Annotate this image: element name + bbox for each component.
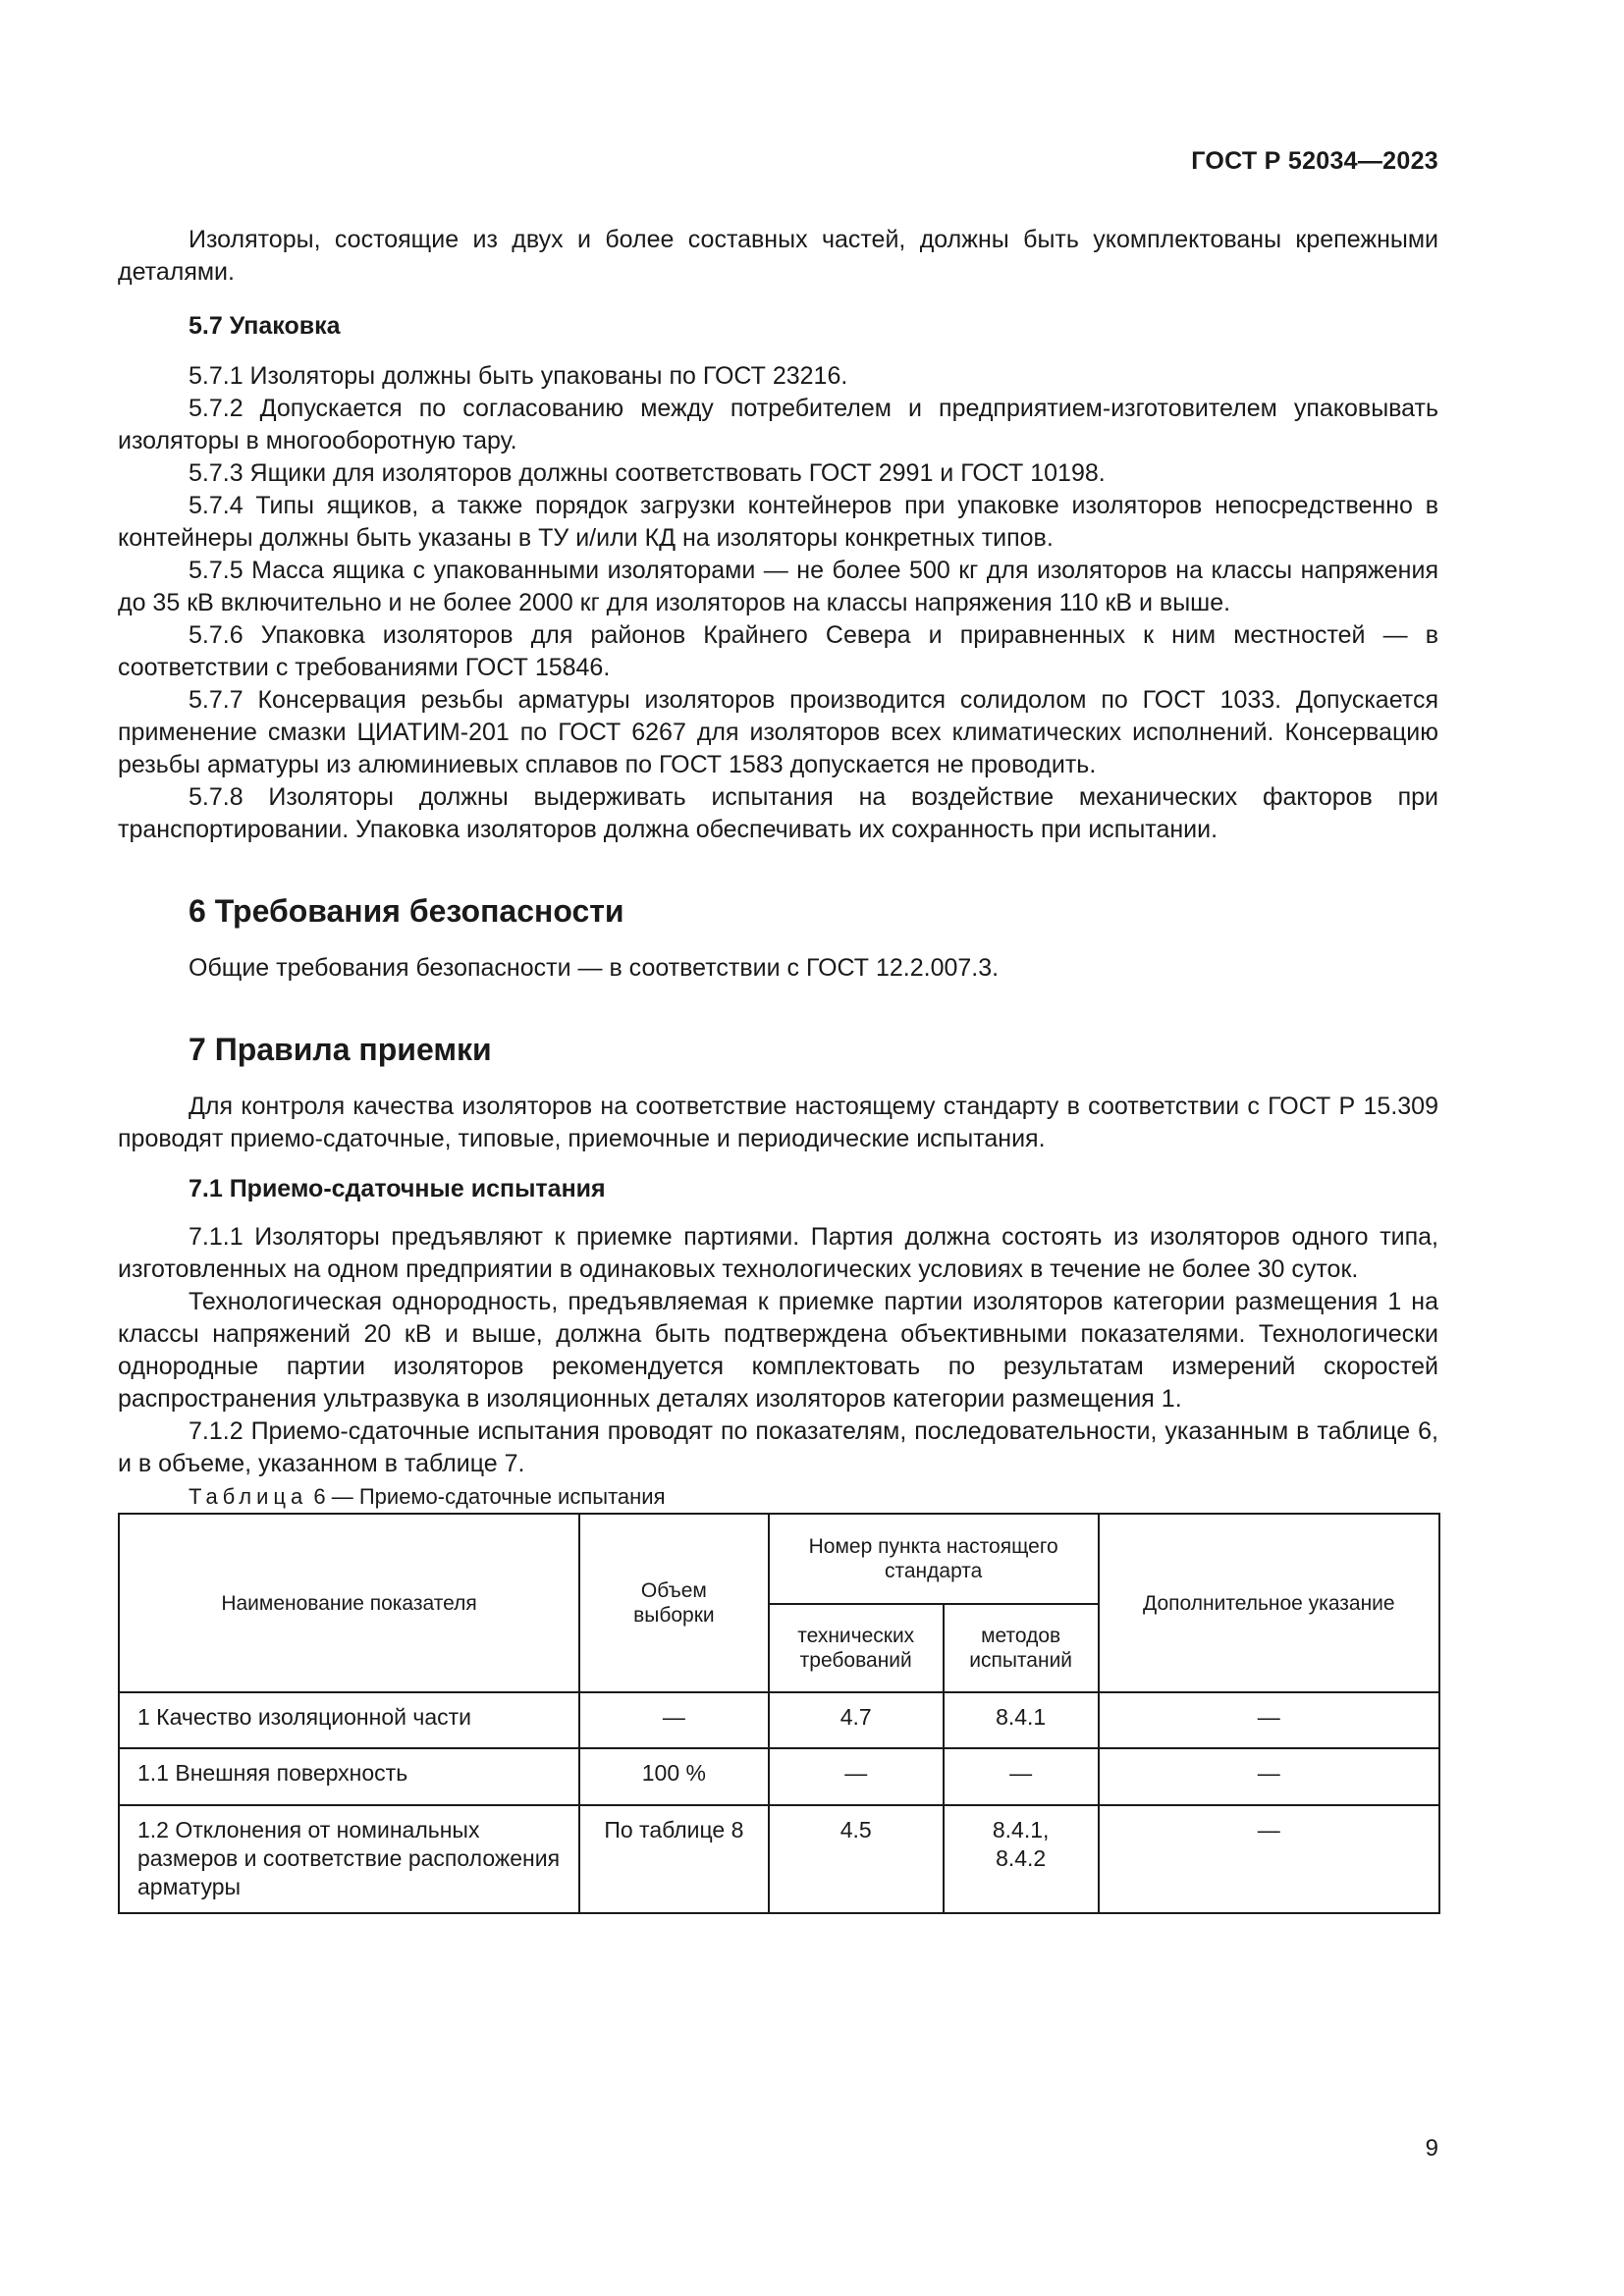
clause-5-7-6: 5.7.6 Упаковка изоляторов для районов Крайнего Севера и приравненных к ним местностей — в соответствии с требованиями ГОСТ 15846. bbox=[118, 621, 1438, 681]
section-6-title: 6 Требования безопасности bbox=[189, 893, 624, 929]
page-number: 9 bbox=[1425, 2135, 1438, 2162]
section-5-7-title: 5.7 Упаковка bbox=[189, 312, 341, 340]
row-3-tech: 4.5 bbox=[769, 1805, 944, 1913]
section-7-title: 7 Правила приемки bbox=[189, 1032, 492, 1067]
section-7-1-title: 7.1 Приемо-сдаточные испытания bbox=[189, 1175, 606, 1202]
header-clause-group bbox=[769, 1514, 1099, 1604]
page-content bbox=[118, 224, 1438, 1914]
header-methods bbox=[944, 1604, 1099, 1692]
table-row bbox=[119, 1748, 1439, 1805]
standard-number: ГОСТ Р 52034—2023 bbox=[1191, 147, 1438, 175]
row-2-volume: 100 % bbox=[579, 1748, 769, 1805]
clause-5-7-4: 5.7.4 Типы ящиков, а также порядок загрузки контейнеров при упаковке изоляторов непосредственно в контейнеры должны быть указаны в ТУ и/или КД на изоляторы конкретных типов. bbox=[118, 492, 1438, 552]
row-1-volume: — bbox=[579, 1692, 769, 1748]
clause-5-7-2: 5.7.2 Допускается по согласованию между потребителем и предприятием-изготовителем упаковывать изоляторы в многооборотную тару. bbox=[118, 395, 1438, 454]
header-methods-text: методов испытаний bbox=[969, 1625, 1073, 1672]
table-row bbox=[119, 1805, 1439, 1913]
header-volume bbox=[579, 1514, 769, 1692]
table-caption bbox=[118, 1480, 1438, 1513]
header-clause-group-text: Номер пункта настоящего стандарта bbox=[808, 1535, 1058, 1582]
section-6-text: Общие требования безопасности — в соответствии с ГОСТ 12.2.007.3. bbox=[189, 954, 1000, 982]
clause-5-7-5: 5.7.5 Масса ящика с упакованными изоляторами — не более 500 кг для изоляторов на классы напряжения до 35 кВ включительно и не более 2000 кг для изоляторов на классы напряжения 110 кВ и выше. bbox=[118, 557, 1438, 616]
row-1-tech: 4.7 bbox=[769, 1692, 944, 1748]
row-2-tech: — bbox=[769, 1748, 944, 1805]
row-2-methods: — bbox=[944, 1748, 1099, 1805]
row-3-methods bbox=[944, 1805, 1099, 1913]
table-caption-text: 6 — Приемо-сдаточные испытания bbox=[313, 1484, 666, 1509]
section-7-text: Для контроля качества изоляторов на соответствие настоящему стандарту в соответствии с ГОСТ Р 15.309 проводят приемо-сдаточные, типовые, приемочные и периодические испытания. bbox=[118, 1093, 1438, 1152]
row-1-methods: 8.4.1 bbox=[944, 1692, 1099, 1748]
row-2-name: 1.1 Внешняя поверхность bbox=[119, 1748, 579, 1805]
table-row bbox=[119, 1692, 1439, 1748]
clause-5-7-8: 5.7.8 Изоляторы должны выдерживать испытания на воздействие механических факторов при транспортировании. Упаковка изоляторов должна обеспечивать их сохранность при испытании. bbox=[118, 783, 1438, 843]
clause-7-1-1: 7.1.1 Изоляторы предъявляют к приемке партиями. Партия должна состоять из изоляторов одного типа, изготовленных на одном предприятии в одинаковых технологических условиях в течение не более 30 суток. bbox=[118, 1223, 1438, 1283]
clause-5-7-3: 5.7.3 Ящики для изоляторов должны соответствовать ГОСТ 2991 и ГОСТ 10198. bbox=[189, 459, 1106, 487]
header-tech bbox=[769, 1604, 944, 1692]
row-3-additional: — bbox=[1099, 1805, 1439, 1913]
table-caption-word: Таблица bbox=[189, 1484, 308, 1509]
header-additional: Дополнительное указание bbox=[1099, 1514, 1439, 1692]
clause-5-7-7: 5.7.7 Консервация резьбы арматуры изоляторов производится солидолом по ГОСТ 1033. Допускается применение смазки ЦИАТИМ-201 по ГОСТ 6267 для изоляторов всех климатических исполнений. Консервацию резьбы арматуры из алюминиевых сплавов по ГОСТ 1583 допускается не проводить. bbox=[118, 686, 1438, 778]
clause-7-1-2: 7.1.2 Приемо-сдаточные испытания проводят по показателям, последовательности, указанным в таблице 6, и в объеме, указанном в таблице 7. bbox=[118, 1417, 1438, 1477]
clause-5-7-1: 5.7.1 Изоляторы должны быть упакованы по ГОСТ 23216. bbox=[189, 362, 848, 390]
row-3-methods-text: 8.4.1, 8.4.2 bbox=[992, 1817, 1050, 1871]
table-6 bbox=[118, 1513, 1440, 1914]
header-tech-text: технических требований bbox=[797, 1625, 915, 1672]
row-3-name: 1.2 Отклонения от номинальных размеров и соответствие расположения арматуры bbox=[119, 1805, 579, 1913]
header-volume-text: Объем выборки bbox=[633, 1579, 715, 1627]
row-3-volume: По таблице 8 bbox=[579, 1805, 769, 1913]
technological-uniformity-paragraph: Технологическая однородность, предъявляемая к приемке партии изоляторов категории размещения 1 на классы напряжений 20 кВ и выше, должна быть подтверждена объективными показателями. Технологически однородные партии изоляторов рекомендуется комплектовать по результатам измерений скоростей распространения ультразвука в изоляционных деталях изоляторов категории размещения 1. bbox=[118, 1288, 1438, 1413]
row-2-additional: — bbox=[1099, 1748, 1439, 1805]
intro-paragraph: Изоляторы, состоящие из двух и более составных частей, должны быть укомплектованы крепежными деталями. bbox=[118, 226, 1438, 286]
row-1-additional: — bbox=[1099, 1692, 1439, 1748]
row-1-name: 1 Качество изоляционной части bbox=[119, 1692, 579, 1748]
header-name: Наименование показателя bbox=[119, 1514, 579, 1692]
